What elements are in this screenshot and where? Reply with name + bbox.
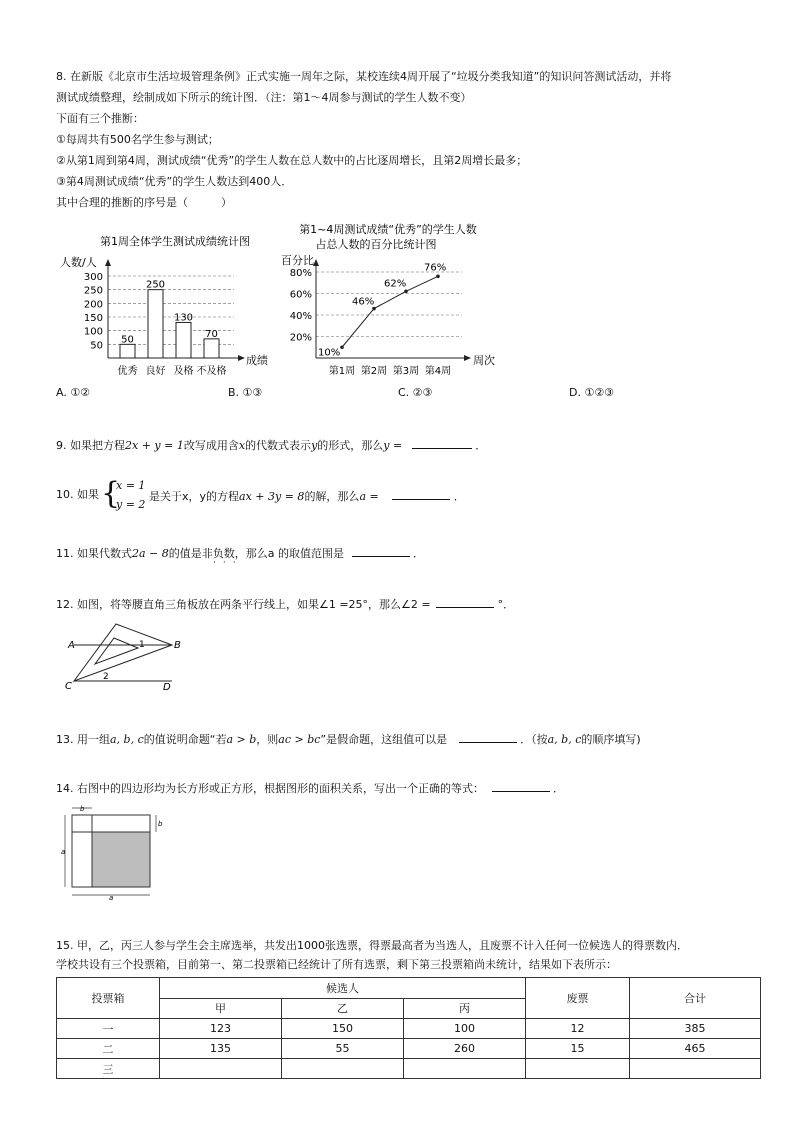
q13: 13. 用一组a, b, c的值说明命题“若a > b，则ac > bc”是假命题，这组值可以是 ．（按a, b, c的顺序填写) [56,730,641,748]
q8-option-a: A. ①② [56,386,91,399]
bar-data-label: 50 [121,334,134,346]
line-data-label: 62% [384,278,407,290]
bar-ytick-label: 200 [83,299,103,311]
vote-cell: 15 [525,1039,629,1059]
vote-header-cand-2: 乙 [282,998,404,1019]
vote-cell: 135 [160,1039,282,1059]
vote-cell[interactable] [630,1059,761,1079]
bar-y-arrow [105,259,111,266]
line-data-label: 10% [318,347,341,359]
vote-header-cand-1: 甲 [160,998,282,1019]
bar-x-arrow [238,355,245,361]
vote-cell: 100 [404,1019,526,1039]
line-data-label: 76% [424,262,447,274]
bar-category-label: 不及格 [196,366,227,377]
q10-brace: { [101,476,121,511]
line-point [340,345,344,349]
q14-label-a-bottom: a [109,894,114,901]
q10-eq-bottom: y = 2 [116,498,146,511]
bar-category-label: 优秀 [117,366,138,377]
bar [120,344,135,358]
bar-data-label: 250 [145,279,166,291]
vote-cell: 465 [630,1039,761,1059]
vote-cell[interactable] [282,1059,404,1079]
q15-line2: 学校共设有三个投票箱，目前第一、第二投票箱已经统计了所有选票，剩下第三投票箱尚未统计，结果如下表所示： [56,958,617,971]
vote-cell: 二 [57,1039,160,1059]
bar-data-label: 70 [205,328,218,340]
q12-label-b: B [174,640,181,651]
q9-answer-blank[interactable] [412,436,472,449]
q10-pre: 10. 如果 [56,488,99,501]
vote-cell: 一 [57,1019,160,1039]
q9: 9. 如果把方程2x + y = 1改写成用含x的代数式表示y的形式，那么y = ． [56,436,486,454]
bar-chart [56,228,286,380]
vote-cell: 123 [160,1019,282,1039]
vote-table [56,977,761,1079]
bar-data-label: 130 [173,312,194,324]
vote-header-void: 废票 [525,978,629,1019]
vote-cell: 三 [57,1059,160,1079]
q10-answer-blank[interactable] [392,487,450,500]
q10-eq-top: x = 1 [116,479,146,492]
line-data-label: 46% [352,296,375,308]
q14-label-b-top: b [80,805,85,813]
q12-angle-1: 1 [139,640,145,650]
bar [176,322,191,358]
q8-line4: ①每周共有500名学生参与测试； [56,133,219,146]
vote-cell: 260 [404,1039,526,1059]
bar [148,290,163,358]
q8-line2: 测试成绩整理，绘制成如下所示的统计图．（注：第1～4周参与测试的学生人数不变） [56,91,472,104]
vote-header-cand-3: 丙 [404,998,526,1019]
bar-category-label: 良好 [145,366,166,377]
q13-answer-blank[interactable] [459,730,517,743]
q11-emphasis-dots: ··· [213,558,243,568]
q8-line7: 其中合理的推断的序号是（ ） [56,196,232,209]
line-ytick-label: 80% [289,268,312,279]
q14: 14. 右图中的四边形均为长方形或正方形，根据图形的面积关系，写出一个正确的等式： ． [56,779,564,797]
bar-chart-ylabel: 人数/人 [60,256,97,269]
line-chart-title-line2: 占总人数的百分比统计图 [315,238,437,251]
line-point [404,290,408,294]
bar [204,339,219,358]
table-row [57,1019,761,1039]
q8-option-b: B. ①③ [228,386,263,399]
line-ytick-label: 60% [289,289,312,301]
table-row [57,1039,761,1059]
line-chart-ylabel: 百分比 [281,254,314,267]
bar-ytick-label: 250 [83,285,103,297]
line-x-arrow [464,355,471,361]
vote-cell: 385 [630,1019,761,1039]
q14-label-b-right: b [158,820,163,828]
q8-line1: 8. 在新版《北京市生活垃圾管理条例》正式实施一周年之际，某校连续4周开展了“垃圾分类我知道”的知识问答测试活动，并将 [56,70,672,83]
q11: 11. 如果代数式2a − 8的值是非负数，那么a 的取值范围是 ． [56,544,424,562]
q14-answer-blank[interactable] [492,779,550,792]
q12-label-a: A [68,640,75,651]
line-chart-xlabel: 周次 [473,354,495,367]
vote-cell[interactable] [404,1059,526,1079]
table-row [57,1059,761,1079]
line-category-label: 第1周 [328,366,356,377]
vote-cell: 12 [525,1019,629,1039]
line-category-label: 第2周 [360,366,388,377]
line-point [436,275,440,279]
bar-ytick-label: 50 [90,340,103,352]
line-category-label: 第4周 [424,366,452,377]
q8-line3: 下面有三个推断： [56,112,144,125]
q14-label-a-left: a [61,848,66,856]
line-category-label: 第3周 [392,366,420,377]
q8-line5: ②从第1周到第4周，测试成绩“优秀”的学生人数在总人数中的占比逐周增长，且第2周增长最多； [56,154,528,167]
vote-header-candidates: 候选人 [160,978,526,999]
q11-answer-blank[interactable] [352,544,410,557]
q12-label-d: D [163,682,171,693]
bar-chart-title: 第1周全体学生测试成绩统计图 [100,235,250,248]
bar-chart-xlabel: 成绩 [246,354,268,367]
bar-category-label: 及格 [173,366,194,377]
q12-figure [62,622,188,694]
bar-ytick-label: 100 [83,326,103,338]
vote-cell: 150 [282,1019,404,1039]
line-ytick-label: 40% [289,311,312,322]
q8-option-c: C. ②③ [398,386,433,399]
q8-option-d: D. ①②③ [569,386,615,399]
q12-angle-2: 2 [103,672,109,682]
vote-cell[interactable] [160,1059,282,1079]
q12-label-c: C [65,681,72,692]
line-chart-title-line1: 第1~4周测试成绩“优秀”的学生人数 [299,223,477,236]
q12: 12. 如图，将等腰直角三角板放在两条平行线上，如果∠1 =25°，那么∠2 = °． [56,595,514,613]
q10-rest: 是关于x，y的方程ax + 3y = 8的解，那么a = ． [149,487,465,505]
vote-header-total: 合计 [630,978,761,1019]
vote-header-box: 投票箱 [57,978,160,1019]
line-chart [276,218,506,380]
bar-ytick-label: 150 [83,313,103,324]
q14-figure [56,805,164,901]
vote-cell: 55 [282,1039,404,1059]
line-ytick-label: 20% [289,332,312,344]
q8-line6: ③第4周测试成绩“优秀”的学生人数达到400人． [56,175,293,188]
q15-line1: 15. 甲，乙，丙三人参与学生会主席选举，共发出1000张选票，得票最高者为当选人，且废票不计入任何一位候选人的得票数内． [56,939,688,952]
bar-ytick-label: 300 [83,272,103,283]
vote-cell[interactable] [525,1059,629,1079]
q12-answer-blank[interactable] [436,595,494,608]
